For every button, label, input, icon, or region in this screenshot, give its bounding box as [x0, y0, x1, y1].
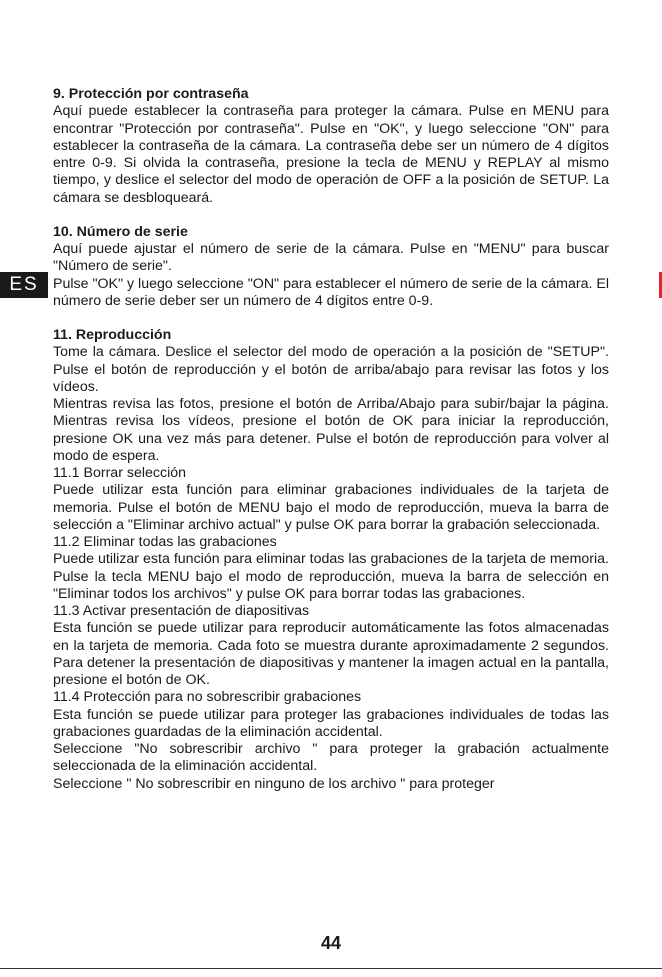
subsection-heading: 11.1 Borrar selección [53, 465, 187, 481]
paragraph: Esta función se puede utilizar para proteger las grabaciones individuales de todas las grabaciones guardadas de la eliminación accidental. [53, 706, 609, 740]
paragraph: Puede utilizar esta función para eliminar todas las grabaciones de la tarjeta de memoria. Pulse la tecla MENU bajo el modo de reproducción, mueva la barra de selección en "Eliminar todos los archivos" y pulse OK para borrar todas las grabaciones. [53, 551, 609, 602]
paragraph: Pulse "OK" y luego seleccione "ON" para establecer el número de serie de la cámara. El número de serie deber ser un número de 4 dígitos entre 0-9. [53, 275, 609, 309]
section-heading: 11. Reproducción [53, 327, 172, 343]
bottom-divider [0, 968, 662, 969]
paragraph: Puede utilizar esta función para eliminar grabaciones individuales de la tarjeta de memoria. Pulse el botón de MENU bajo el modo de reproducción, mueva la barra de selección a "Eliminar archivo actual" y pulse OK para borrar la grabación seleccionada. [53, 482, 609, 533]
paragraph: Tome la cámara. Deslice el selector del modo de operación a la posición de "SETUP". Pulse el botón de reproducción y el botón de arriba/abajo para revisar las fotos y los vídeos. [53, 344, 609, 395]
section-playback [53, 327, 609, 793]
section-password-protection [53, 86, 609, 207]
paragraph: Mientras revisa las fotos, presione el botón de Arriba/Abajo para subir/bajar la página. Mientras revisa los vídeos, presione el botón de OK para iniciar la reproducción, presione OK una vez más para detener. Pulse el botón de reproducción para volver al modo de espera. [53, 396, 609, 464]
section-serial-number [53, 224, 609, 310]
page-content [53, 86, 609, 810]
subsection-heading: 11.4 Protección para no sobrescribir grabaciones [53, 689, 362, 706]
page-number: 44 [320, 933, 342, 953]
section-heading: 10. Número de serie [53, 223, 188, 240]
paragraph: Seleccione "No sobrescribir archivo " para proteger la grabación actualmente seleccionada de la eliminación accidental. [53, 741, 609, 775]
paragraph: Aquí puede ajustar el número de serie de la cámara. Pulse en "MENU" para buscar "Número de serie". [53, 241, 609, 275]
paragraph: Esta función se puede utilizar para reproducir automáticamente las fotos almacenadas en la tarjeta de memoria. Cada foto se muestra durante aproximadamente 2 segundos. Para detener la presentación de diapositivas y mantener la imagen actual en la pantalla, presione el botón de OK. [53, 620, 609, 688]
subsection-heading: 11.2 Eliminar todas las grabaciones [53, 534, 277, 550]
language-tab: ES [0, 272, 48, 298]
paragraph: Aquí puede establecer la contraseña para proteger la cámara. Pulse en MENU para encontrar "Protección por contraseña". Pulse en "OK", y luego seleccione "ON" para establecer la contraseña de la cámara. La contraseña debe ser un número de 4 dígitos entre 0-9. Si olvida la contraseña, presione la tecla de MENU y REPLAY al mismo tiempo, y deslice el selector del modo de operación de OFF a la posición de SETUP. La cámara se desbloqueará. [53, 103, 609, 206]
paragraph: Seleccione " No sobrescribir en ninguno de los archivo " para proteger [53, 775, 495, 792]
section-heading: 9. Protección por contraseña [53, 86, 249, 102]
subsection-heading: 11.3 Activar presentación de diapositivas [53, 603, 310, 619]
